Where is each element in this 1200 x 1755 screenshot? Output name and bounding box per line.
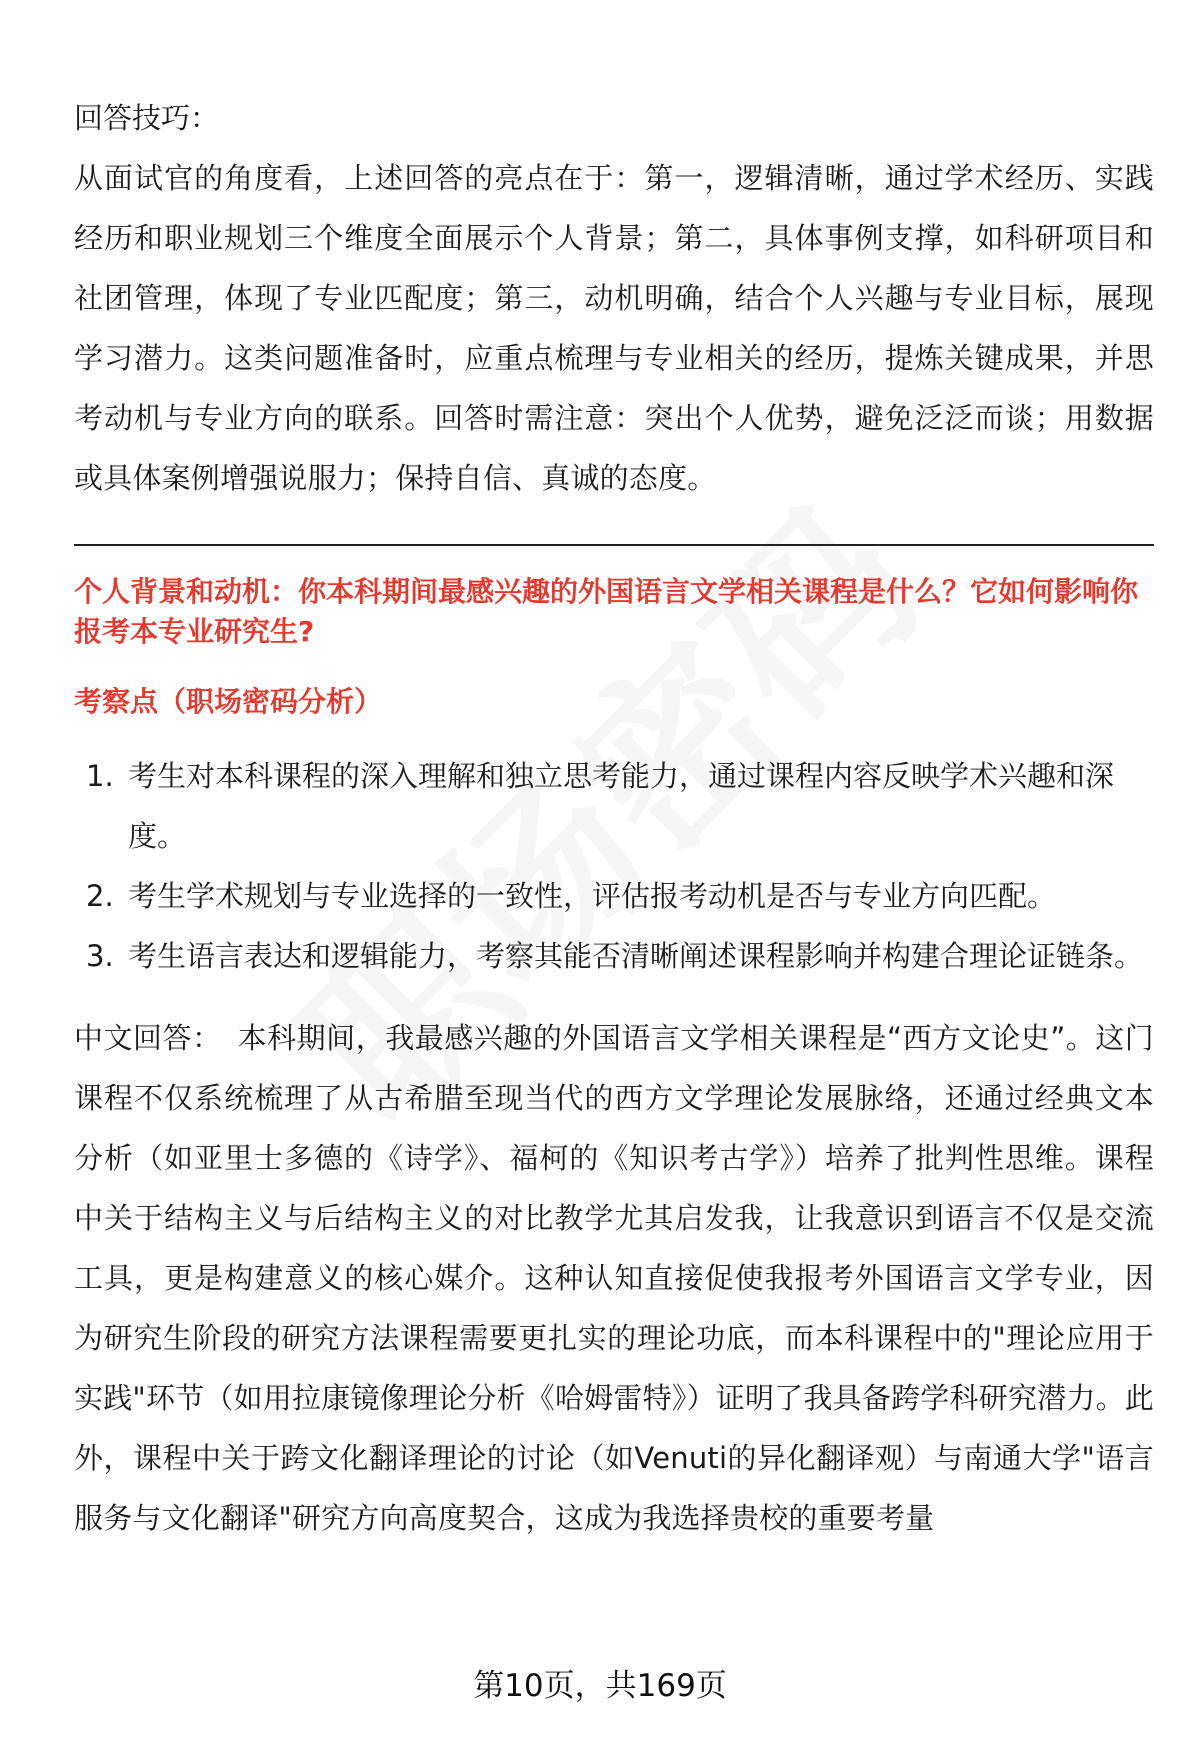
section-divider	[74, 544, 1154, 546]
list-item	[74, 866, 1154, 926]
tips-heading: 回答技巧：	[74, 101, 220, 135]
list-item-text: 考生对本科课程的深入理解和独立思考能力，通过课程内容反映学术兴趣和深度。	[128, 759, 1115, 853]
list-item-text: 考生学术规划与专业选择的一致性，评估报考动机是否与专业方向匹配。	[128, 879, 1057, 913]
question-heading: 个人背景和动机：你本科期间最感兴趣的外国语言文学相关课程是什么？它如何影响你报考本专业研究生?	[74, 575, 1139, 648]
page-number: 第10页，共169页	[473, 1668, 727, 1704]
answer-paragraph	[74, 1008, 1154, 1548]
document-page	[74, 88, 1154, 1548]
list-item	[74, 746, 1154, 866]
assessment-title: 考察点（职场密码分析）	[74, 685, 383, 718]
answer-label: 中文回答：	[74, 1021, 222, 1055]
list-item-text: 考生语言表达和逻辑能力，考察其能否清晰阐述课程影响并构建合理论证链条。	[128, 939, 1144, 973]
answer-body: 本科期间，我最感兴趣的外国语言文学相关课程是“西方文论史”。这门课程不仅系统梳理了从古希腊至现当代的西方文学理论发展脉络，还通过经典文本分析（如亚里士多德的《诗学》、福柯的《知识考古学》）培养了批判性思维。课程中关于结构主义与后结构主义的对比教学尤其启发我，让我意识到语言不仅是交流工具，更是构建意义的核心媒介。这种认知直接促使我报考外国语言文学专业，因为研究生阶段的研究方法课程需要更扎实的理论功底，而本科课程中的"理论应用于实践"环节（如用拉康镜像理论分析《哈姆雷特》）证明了我具备跨学科研究潜力。此外，课程中关于跨文化翻译理论的讨论（如Venuti的异化翻译观）与南通大学"语言服务与文化翻译"研究方向高度契合，这成为我选择贵校的重要考量	[74, 1021, 1154, 1535]
assessment-list	[74, 746, 1154, 986]
list-number: 1.	[86, 759, 114, 793]
list-number: 3.	[86, 939, 114, 973]
tips-body: 从面试官的角度看，上述回答的亮点在于：第一，逻辑清晰，通过学术经历、实践经历和职业规划三个维度全面展示个人背景；第二，具体事例支撑，如科研项目和社团管理，体现了专业匹配度；第三，动机明确，结合个人兴趣与专业目标，展现学习潜力。这类问题准备时，应重点梳理与专业相关的经历，提炼关键成果，并思考动机与专业方向的联系。回答时需注意：突出个人优势，避免泛泛而谈；用数据或具体案例增强说服力；保持自信、真诚的态度。	[74, 161, 1154, 495]
list-number: 2.	[86, 879, 114, 913]
list-item	[74, 926, 1154, 986]
